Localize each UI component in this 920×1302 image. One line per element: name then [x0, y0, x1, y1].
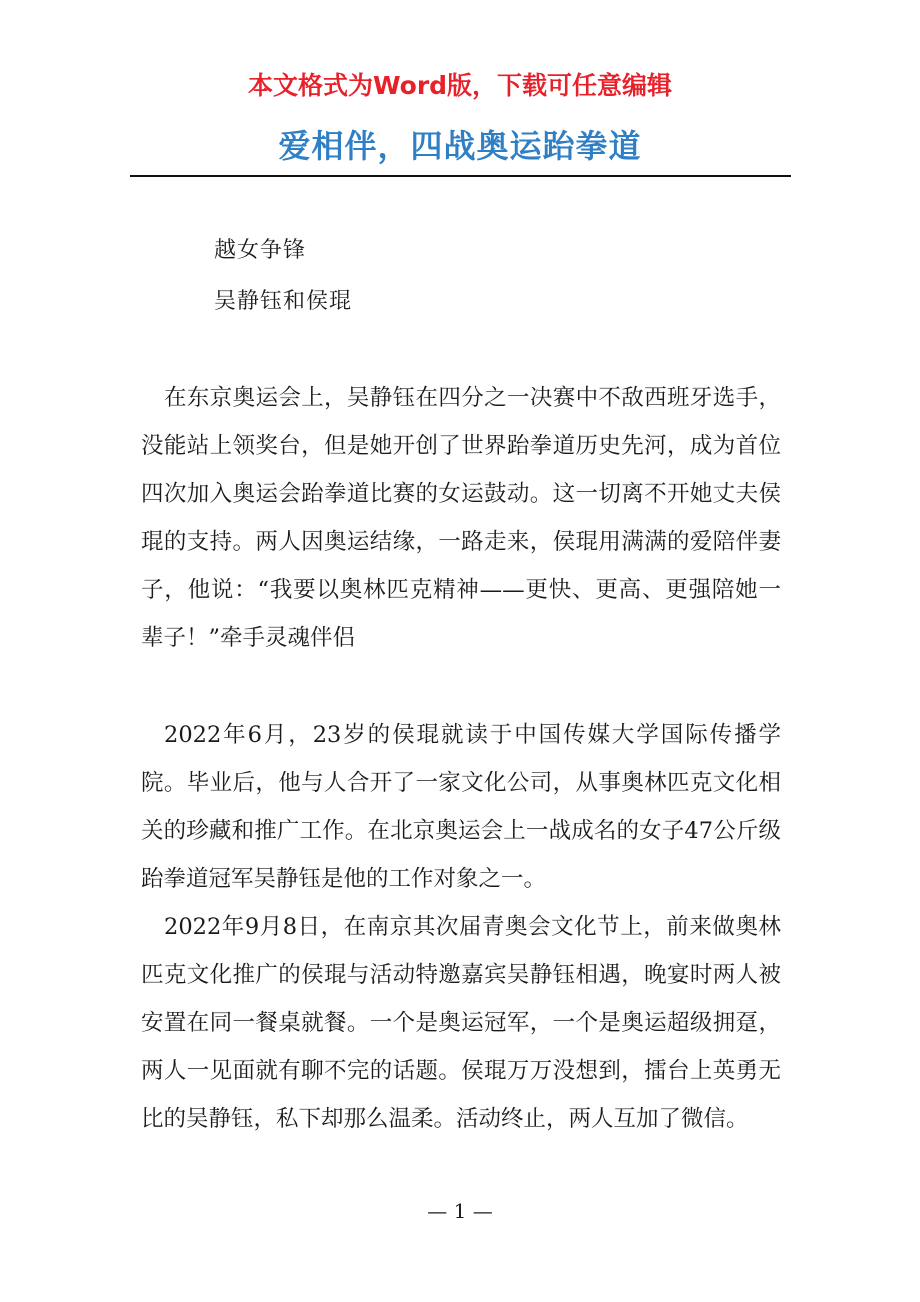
- download-banner: 本文格式为Word版，下载可任意编辑: [247, 71, 673, 100]
- paragraph-2: 2022年6月，23岁的侯琨就读于中国传媒大学国际传播学院。毕业后，他与人合开了一家文化公司，从事奥林匹克文化相关的珍藏和推广工作。在北京奥运会上一战成名的女子47公斤级跆拳道冠军吴静钰是他的工作对象之一。: [141, 722, 781, 892]
- paragraph-1: 在东京奥运会上，吴静钰在四分之一决赛中不敌西班牙选手，没能站上领奖台，但是她开创了世界跆拳道历史先河，成为首位四次加入奥运会跆拳道比赛的女运鼓动。这一切离不开她丈夫侯琨的支持。两人因奥运结缘，一路走来，侯琨用满满的爱陪伴妻子，他说：“我要以奥林匹克精神——更快、更高、更强陪她一辈子！”牵手灵魂伴侣: [141, 385, 781, 651]
- paragraph-3: 2022年9月8日，在南京其次届青奥会文化节上，前来做奥林匹克文化推广的侯琨与活动特邀嘉宾吴静钰相遇，晚宴时两人被安置在同一餐桌就餐。一个是奥运冠军，一个是奥运超级拥趸，两人一见面就有聊不完的话题。侯琨万万没想到，擂台上英勇无比的吴静钰，私下却那么温柔。活动终止，两人互加了微信。: [141, 914, 781, 1132]
- page-number: — 1 —: [427, 1199, 493, 1223]
- subtitle-line-1: 越女争锋: [214, 238, 307, 263]
- document-title: 爱相伴，四战奥运跆拳道: [278, 127, 642, 165]
- subtitle-line-2: 吴静钰和侯琨: [214, 289, 353, 314]
- title-divider: [130, 175, 791, 177]
